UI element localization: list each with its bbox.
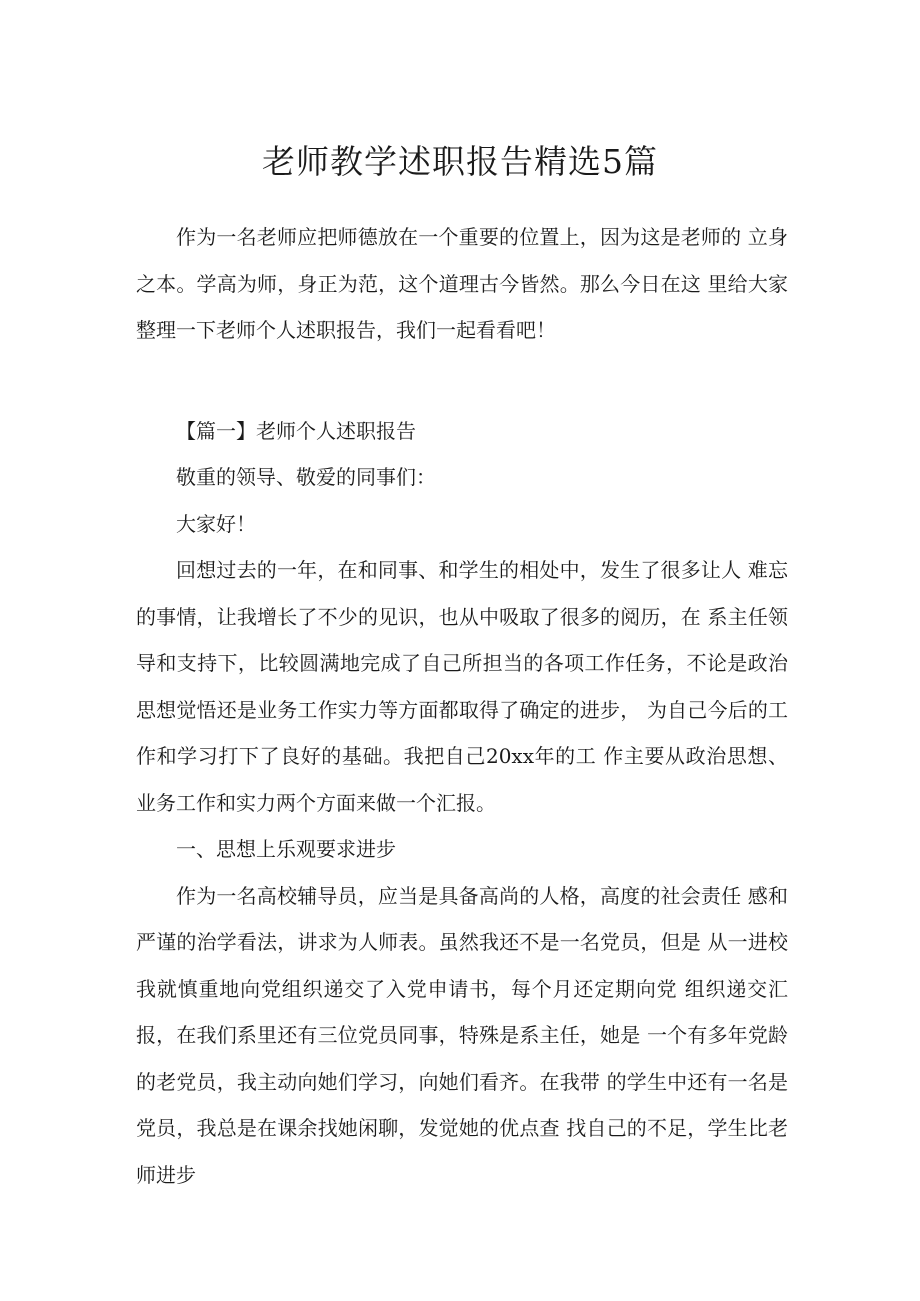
subheading-1: 一、思想上乐观要求进步 bbox=[176, 837, 396, 861]
body-paragraph-2: 作为一名高校辅导员，应当是具备高尚的人格，高度的社会责任 感和严谨的治学看法，讲求为人师表。虽然我还不是一名党员，但是 从一进校我就慎重地向党组织递交了入党申请书，每个月还定期向党 组织递交汇报，在我们系里还有三位党员同事，特殊是系主任，她是 一个有多年党龄的老党员，我主动向她们学习，向她们看齐。在我带 的学生中还有一名是党员，我总是在课余找她闲聊，发觉她的优点查 找自己的不足，学生比老师进步 bbox=[136, 883, 788, 1187]
intro-paragraph: 作为一名老师应把师德放在一个重要的位置上，因为这是老师的 立身之本。学高为师，身正为范，这个道理古今皆然。那么今日在这 里给大家整理一下老师个人述职报告，我们一起看看吧！ bbox=[136, 225, 788, 342]
body-paragraph-1: 回想过去的一年，在和同事、和学生的相处中，发生了很多让人 难忘的事情，让我增长了不少的见识，也从中吸取了很多的阅历，在 系主任领导和支持下，比较圆满地完成了自己所担当的各项工作任务，不论是政治思想觉悟还是业务工作实力等方面都取得了确定的进步， 为自己今后的工作和学习打下了良好的基础。我把自己20xx年的工 作主要从政治思想、业务工作和实力两个方面来做一个汇报。 bbox=[136, 558, 788, 815]
salutation: 敬重的领导、敬爱的同事们： bbox=[176, 465, 436, 489]
document-body bbox=[136, 214, 788, 1198]
greeting: 大家好！ bbox=[176, 511, 256, 536]
document-title: 老师教学述职报告精选5篇 bbox=[262, 142, 658, 181]
section-heading: 【篇一】老师个人述职报告 bbox=[176, 418, 416, 443]
